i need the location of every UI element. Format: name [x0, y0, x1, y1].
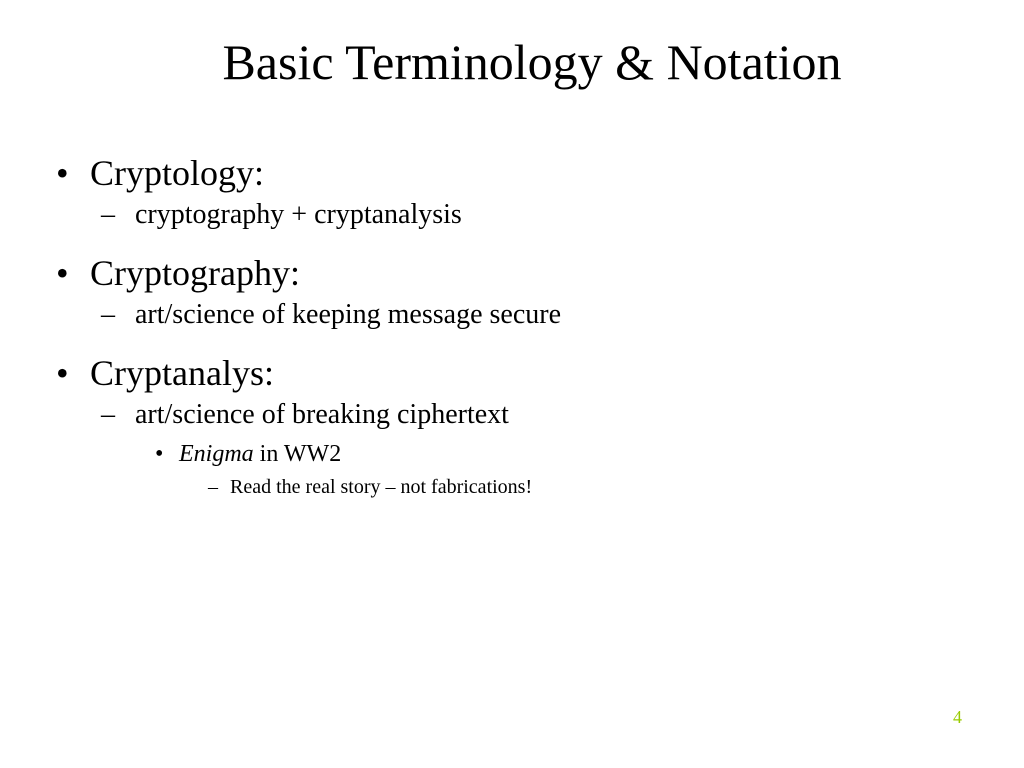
dash-marker: – — [208, 476, 218, 498]
slide-title: Basic Terminology & Notation — [222, 34, 842, 90]
bullet-text: Cryptology: — [90, 153, 265, 193]
bullet-marker: • — [56, 353, 69, 393]
bullet-text: Cryptanalys: — [90, 353, 274, 393]
level4-bullet-text: Read the real story – not fabrications! — [230, 476, 533, 498]
bullet-marker: • — [56, 253, 69, 293]
bullet-marker: • — [56, 153, 69, 193]
sub-bullet-text: art/science of breaking ciphertext — [135, 399, 509, 430]
sub-sub-bullet-text — [179, 440, 341, 468]
sub-bullet-text: art/science of keeping message secure — [135, 299, 562, 330]
emphasis-text: Enigma — [179, 441, 254, 467]
bullet-marker: • — [155, 441, 164, 467]
page-number: 4 — [953, 707, 962, 727]
dash-marker: – — [101, 399, 115, 430]
dash-marker: – — [101, 199, 115, 230]
sub-bullet-text: cryptography + cryptanalysis — [135, 199, 462, 230]
dash-marker: – — [101, 299, 115, 330]
bullet-text: Cryptography: — [90, 253, 300, 293]
plain-text: in WW2 — [253, 441, 342, 467]
